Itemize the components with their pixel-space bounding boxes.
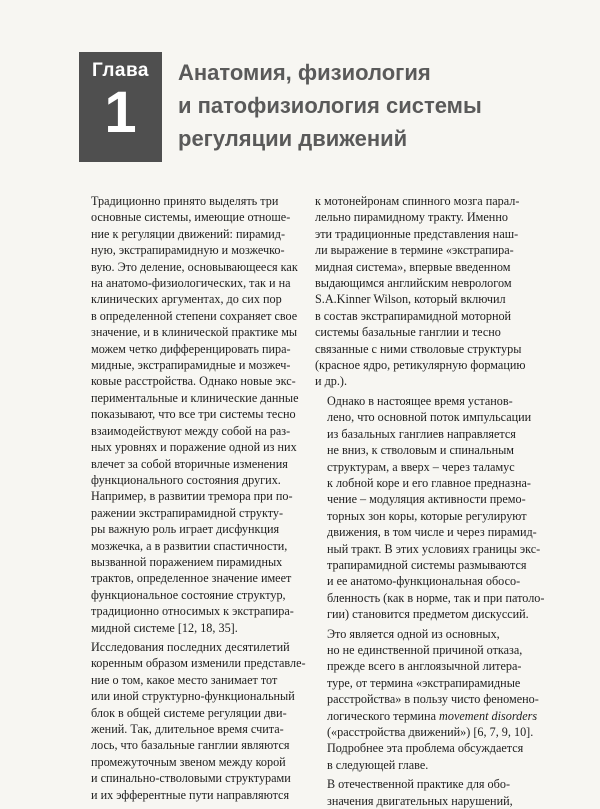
text-line: традиционно относимых к экстрапира- [91, 604, 294, 619]
text-line: ковые расстройства. Однако новые экс- [91, 374, 296, 389]
text-line: вую. Это деление, основывающееся как [91, 259, 298, 274]
text-line: клинических аргументах, до сих пор [91, 292, 282, 307]
text-line: туре, от термина «экстрапирамидные [327, 675, 521, 690]
text-line: ных уровнях и поражение одной из них [91, 440, 297, 455]
text-line: связанные с ними стволовые структуры [315, 341, 522, 356]
text-line: прежде всего в англоязычной литера- [327, 659, 522, 674]
text-line: торных зон коры, которые регулируют [327, 508, 527, 523]
text-line: движения, в том числе и через пирамид- [327, 525, 537, 540]
paragraph [315, 776, 540, 809]
paragraph [315, 193, 540, 390]
text-line: и ее анатомо-функциональная обосо- [327, 574, 521, 589]
text-line: коренным образом изменили представле- [91, 656, 306, 671]
text-line: можем четко дифференцировать пира- [91, 341, 291, 356]
text-line: S.A.Kinner Wilson, который включил [315, 292, 506, 307]
chapter-number: 1 [104, 80, 137, 145]
text-line: мидной системе [12, 18, 35]. [91, 620, 238, 635]
text-line: мидная система», впервые введенном [315, 259, 511, 274]
text-line: в состав экстрапирамидной моторной [315, 308, 512, 323]
text-line: трактов, определенное значение имеет [91, 571, 292, 586]
text-line: жений. Так, длительное время счита- [91, 722, 284, 736]
chapter-title-line: Анатомия, физиология [178, 60, 431, 85]
text-line: Это является одной из основных, [327, 626, 500, 641]
text-line: ры важную роль играет дисфункция [91, 522, 280, 537]
text-line: Например, в развитии тремора при по- [91, 489, 293, 504]
text-line: расстройства» в пользу чисто феномено- [327, 692, 539, 707]
text-line: к лобной коре и его главное предназна- [327, 475, 531, 490]
text-line: блок в общей системе регуляции дви- [91, 705, 287, 720]
text-line: вызванной поражением пирамидных [91, 554, 283, 569]
text-line: структурам, а вверх – через таламус [327, 459, 515, 474]
text-line: бленность (как в норме, так и при патоло- [327, 590, 545, 605]
text-line: значение, и в клинической практике мы [91, 325, 298, 340]
text-line: в следующей главе. [327, 757, 429, 772]
text-line: эти традиционные представления наш- [315, 226, 519, 241]
text-line: («расстройства движений») [6, 7, 9, 10]. [327, 725, 534, 739]
text-line: (красное ядро, ретикулярную формацию [315, 358, 526, 373]
text-line: чение – модуляция активности премо- [327, 492, 526, 507]
text-line: периментальные и клинические данные [91, 390, 299, 405]
text-line: и др.). [315, 374, 348, 389]
text-line: и спинально-стволовыми структурами [91, 771, 291, 786]
text-line: ражении экстрапирамидной структу- [91, 505, 284, 520]
text-line: функциональное состояние структур, [91, 587, 286, 602]
text-line: Традиционно принято выделять три [91, 194, 279, 208]
text-line: и их эфферентные пути направляются [91, 787, 290, 802]
text-line: ную, экстрапирамидную и мозжечко- [91, 243, 285, 258]
text-line: Подробнее эта проблема обсуждается [327, 741, 524, 756]
text-line: показывают, что все три системы тесно [91, 407, 296, 422]
paragraph [315, 626, 540, 774]
text-line: выдающимся английским неврологом [315, 276, 512, 291]
text-line: мидные, экстрапирамидные и мозжеч- [91, 358, 291, 373]
text-line: в определенной степени сохраняет свое [91, 308, 298, 323]
chapter-title [178, 56, 518, 155]
paragraph [79, 639, 306, 803]
italic-term: movement disorders [439, 708, 538, 723]
paragraph [79, 193, 300, 636]
text-line: влечет за собой вторичные изменения [91, 456, 288, 471]
text-line: Исследования последних десятилетий [91, 639, 290, 654]
text-line: из базальных ганглиев направляется [327, 426, 516, 441]
text-line: функционального состояния других. [91, 472, 281, 487]
text-line: системы базальные ганглии и тесно [315, 325, 501, 340]
text-line: лось, что базальные ганглии являются [91, 738, 290, 753]
text-line: логического термина movement disorders [327, 708, 538, 723]
chapter-title-line: и патофизиология системы [178, 93, 482, 118]
text-line: взаимодействуют между собой на раз- [91, 423, 291, 438]
text-line: значения двигательных нарушений, [327, 793, 513, 808]
text-line: промежуточным звеном между корой [91, 754, 286, 769]
text-line: или иной структурно-функциональный [91, 689, 295, 704]
text-line: гии) становится предметом дискуссий. [327, 607, 529, 622]
paragraph [315, 393, 545, 623]
chapter-title-line: регуляции движений [178, 126, 408, 151]
text-line: не вниз, к стволовым и спинальным [327, 443, 514, 458]
text-line: но не единственной причиной отказа, [327, 642, 523, 657]
text-line: к мотонейронам спинного мозга парал- [315, 194, 520, 208]
text-line: основные системы, имеющие отноше- [91, 210, 291, 225]
text-line: ли выражение в термине «экстрапира- [315, 243, 514, 258]
text-line: лельно пирамидному тракту. Именно [315, 210, 508, 225]
text-line: на анатомо-физиологических, так и на [91, 276, 291, 291]
right-text-column [315, 193, 545, 809]
text-line: лено, что основной поток импульсации [327, 410, 532, 425]
chapter-label: Глава [92, 60, 149, 81]
chapter-badge [79, 52, 162, 162]
text-line: В отечественной практике для обо- [327, 777, 511, 792]
left-text-column [79, 193, 306, 803]
text-line: Однако в настоящее время установ- [327, 393, 513, 408]
text-line: трапирамидной системы размываются [327, 557, 527, 572]
text-line: мозжечка, а в развитии спастичности, [91, 538, 288, 553]
text-line: ный тракт. В этих условиях границы экс- [327, 541, 541, 556]
text-line: ние о том, какое место занимает тот [91, 672, 278, 687]
text-line: ние к регуляции движений: пирамид- [91, 226, 286, 241]
